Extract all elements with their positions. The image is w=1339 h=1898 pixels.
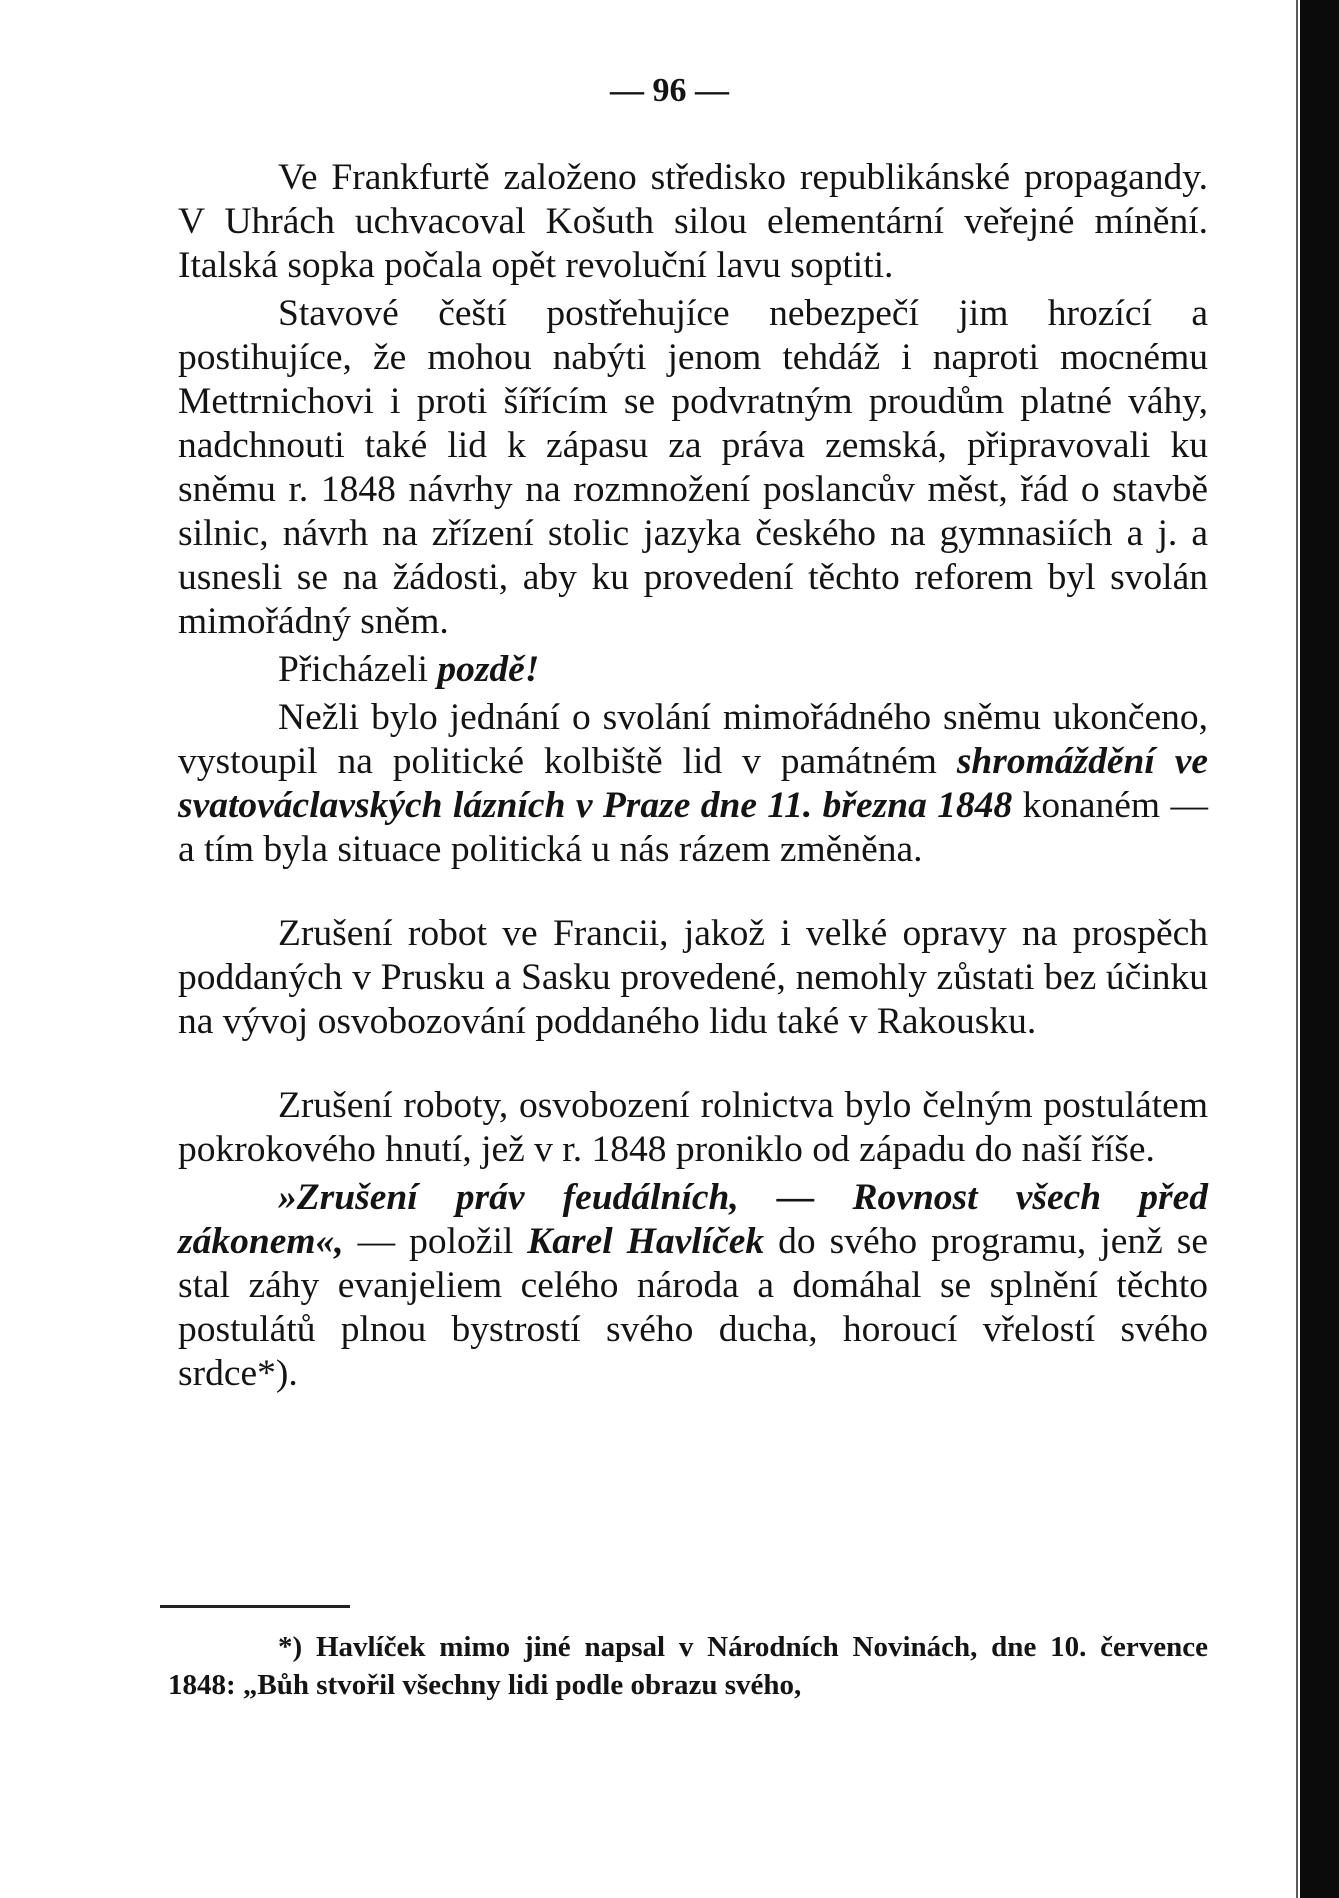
paragraph-7-text-a: — položil [343,1221,528,1262]
emphasis-assembly: shromáždění ve svatováclavských lázních v Praze dne 11. března 1848 [178,741,1208,826]
footnote-divider [160,1605,350,1608]
paragraph-3 [178,648,1208,692]
paragraph-4-text-a: Nežli bylo jednání o svolání mimořádného sněmu ukončeno, vystoupil na politické kolbiště lid v památném [178,697,1208,782]
main-text [178,156,1208,1396]
emphasis-late: pozdě! [437,649,540,690]
emphasis-slogan: »Zrušení práv feudálních, — Rovnost všech před zákonem«, [178,1177,1208,1262]
paragraph-7-text-b: do svého programu, jenž se stal záhy evanjeliem celého národa a domáhal se splnění těchto postulátů plnou bystrostí svého ducha, horoucí vřelostí svého srdce*). [178,1221,1208,1394]
paragraph-4 [178,696,1208,872]
paragraph-3-text: Přicházeli [278,649,438,690]
footnote [168,1628,1208,1704]
page-number: — 96 — [610,72,729,109]
scan-dark-border [1300,0,1339,1898]
footnote-text: *) Havlíček mimo jiné napsal v Národních Novinách, dne 10. července 1848: „Bůh stvořil všechny lidi podle obrazu svého, [168,1631,1208,1701]
paragraph-6: Zrušení roboty, osvobození rolnictva bylo čelným postulátem pokrokového hnutí, jež v r. 1848 proniklo od západu do naší říše. [178,1085,1208,1170]
paragraph-4-text-b: konaném — a tím byla situace politická u nás rázem změněna. [178,785,1208,870]
emphasis-havlicek: Karel Havlíček [527,1221,765,1262]
paragraph-1: Ve Frankfurtě založeno středisko republikánské propagandy. V Uhrách uchvacoval Košuth silou elementární veřejné mínění. Italská sopka počala opět revoluční lavu soptiti. [178,157,1208,286]
page-edge-line [1296,0,1298,1898]
paragraph-5: Zrušení robot ve Francii, jakož i velké opravy na prospěch poddaných v Prusku a Sasku provedené, nemohly zůstati bez účinku na vývoj osvobozování poddaného lidu také v Rakousku. [178,913,1208,1042]
paragraph-7 [178,1176,1208,1396]
paragraph-2: Stavové čeští postřehujíce nebezpečí jim hrozící a postihujíce, že mohou nabýti jenom tehdáž i naproti mocnému Mettrnichovi i proti šířícím se podvratným proudům platné váhy, nadchnouti také lid k zápasu za práva zemská, připravovali ku sněmu r. 1848 návrhy na rozmnožení poslancův měst, řád o stavbě silnic, návrh na zřízení stolic jazyka českého na gymnasiích a j. a usnesli se na žádosti, aby ku provedení těchto reforem byl svolán mimořádný sněm. [178,293,1208,642]
